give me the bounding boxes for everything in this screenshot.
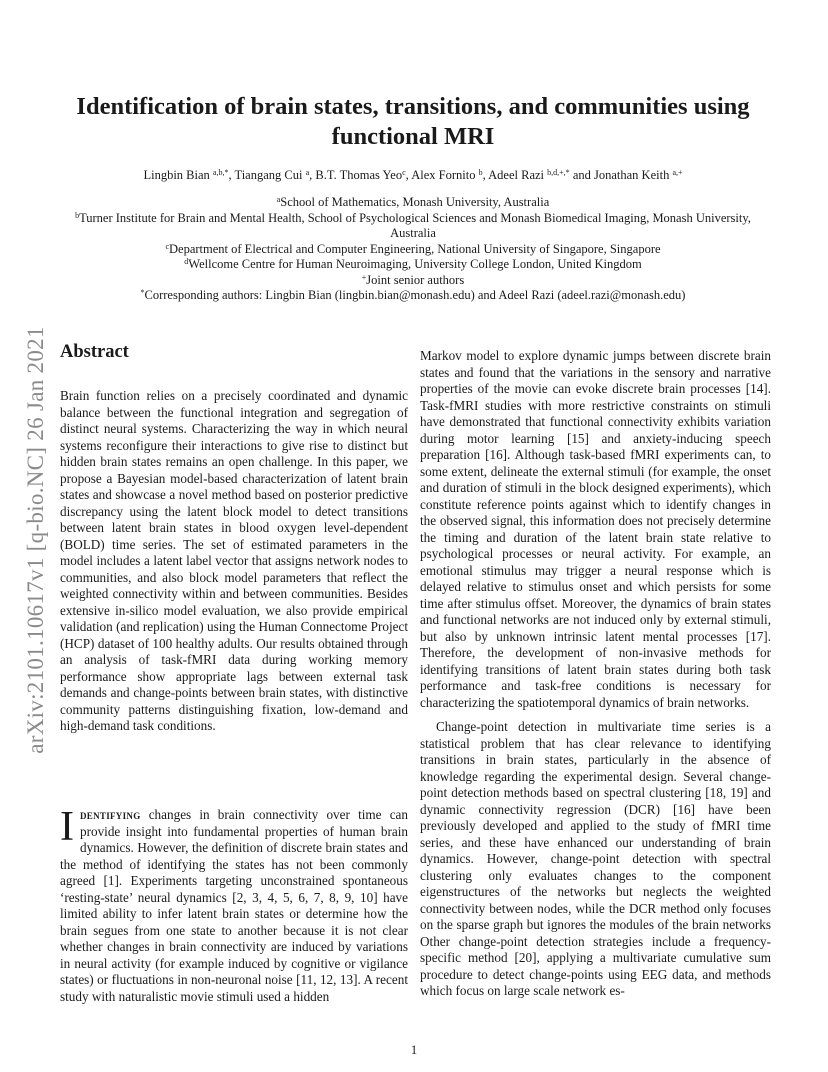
abstract-heading: Abstract: [60, 342, 129, 362]
affiliation: [60, 257, 766, 273]
affiliation: [60, 288, 766, 304]
affil-text: Corresponding authors: Lingbin Bian (lingbin.bian@monash.edu) and Adeel Razi (adeel.razi@monash.edu): [144, 288, 686, 302]
author-name: Jonathan Keith: [594, 168, 670, 182]
affil-mark: d: [184, 257, 189, 266]
author-line: Lingbin Bian $^{a,b,*}$, Tiangang Cui $^a$, B.T. Thomas Yeo$^c$, Alex Fornito $^b$, Adeel Razi $^{b,d,+,*}$ and Jonathan Keith $^{a,+}$: [143, 168, 683, 182]
affiliation: [60, 211, 766, 242]
affiliation: [60, 195, 766, 211]
page-number: 1: [410, 1043, 418, 1057]
affil-mark: +: [361, 272, 367, 282]
affiliation: [60, 242, 766, 258]
author-name: Alex Fornito: [411, 168, 476, 182]
arxiv-identifier-text: arXiv:2101.10617v1 [q-bio.NC] 26 Jan 2021: [23, 326, 49, 754]
affiliation: [60, 273, 766, 289]
affiliations: [60, 195, 766, 304]
affil-mark: c: [165, 241, 170, 251]
author-affil-mark: a,b,*: [212, 168, 229, 177]
affil-mark: b: [75, 210, 80, 220]
abstract-text: Brain function relies on a precisely coordinated and dynamic balance between the functional integration and segregation of distinct neural systems. Characterizing the way in which neural systems reconfigure their interactions to give rise to distinct but hidden brain states remains an open challenge. In this paper, we propose a Bayesian model-based characterization of latent brain states and showcase a novel method based on posterior predictive discrepancy using the latent block model to detect transitions between latent brain states in blood oxygen level-dependent (BOLD) time series. The set of estimated parameters in the model includes a latent label vector that assigns network nodes to communities, and also block model parameters that reflect the weighted connectivity within and between communities. Besides extensive in-silico model evaluation, we also provide empirical validation (and replication) using the Human Connectome Project (HCP) dataset of 100 healthy adults. Our results obtained through an analysis of task-fMRI data during working memory performance show appropriate lags between external task demands and change-points between brain states, with distinctive community patterns distinguishing fixation, low-demand and high-demand task conditions.: [60, 388, 408, 733]
author-affil-mark: a: [305, 168, 310, 177]
affil-mark: *: [140, 288, 145, 297]
right-paragraph-2: Change-point detection in multivariate time series is a statistical problem that has clear relevance to identifying transitions in brain states, particularly in the absence of knowledge regarding the experimental design. Several change-point detection methods based on spectral clustering [18, 19] and dynamic connectivity regression (DCR) [16] have been previously developed and applied to the study of fMRI time series, and these have enhanced our understanding of brain dynamics. However, change-point detection with spectral clustering only evaluates changes to the component eigenstructures of the networks but neglects the weighted connectivity between nodes, while the DCR method only focuses on the sparse graph but ignores the modules of the brain networks Other change-point detection strategies include a frequency-specific method [20], applying a multivariate cumulative sum procedure to detect change-points using EEG data, and methods which focus on large scale network es-: [420, 719, 771, 998]
author-affil-mark: a,+: [672, 168, 683, 177]
author-name: Lingbin Bian: [143, 168, 210, 182]
author-name: B.T. Thomas Yeo: [315, 168, 403, 182]
affil-text: Department of Electrical and Computer Engineering, National University of Singapore, Singapore: [169, 241, 661, 256]
abstract-body: [60, 388, 408, 735]
drop-cap: I: [60, 804, 74, 850]
intro-text: changes in brain connectivity over time can provide insight into fundamental properties of human brain dynamics. However, the definition of discrete brain states and the method of identifying the states has not been commonly agreed [1]. Experiments targeting unconstrained spontaneous ‘resting-state’ neural dynamics [2, 3, 4, 5, 6, 7, 8, 9, 10] have limited ability to infer latent brain states or determine how the brain segues from one state to another because it is not clear whether changes in brain connectivity are induced by variations in neural activity (for example induced by cognitive or vigilance states) or fluctuations in non-neuronal noise [11, 12, 13]. A recent study with naturalistic movie stimuli used a hidden: [60, 807, 408, 1004]
affil-text: Turner Institute for Brain and Mental Health, School of Psychological Sciences and Monash Biomedical Imaging, Monash University, Australia: [79, 210, 751, 240]
affil-text: School of Mathematics, Monash University, Australia: [280, 195, 550, 209]
author-affil-mark: b: [478, 168, 483, 177]
introduction-body: [60, 804, 408, 1005]
affil-mark: a: [276, 195, 281, 204]
affil-text: Wellcome Centre for Human Neuroimaging, University College London, United Kingdom: [188, 257, 642, 271]
right-column: [420, 348, 771, 1000]
intro-paragraph: [60, 804, 408, 1005]
author-affil-mark: c: [402, 168, 406, 177]
author-affil-mark: b,d,+,*: [547, 168, 570, 177]
author-name: Adeel Razi: [488, 168, 545, 182]
right-paragraph-1: Markov model to explore dynamic jumps between discrete brain states and found that the variations in the sensory and narrative properties of the movie can evoke discrete brain processes [14]. Task-fMRI studies with more restrictive constraints on stimuli have demonstrated that functional connectivity exhibits variation during motor learning [15] and anxiety-inducing speech preparation [16]. Although task-based fMRI experiments can, to some extent, delineate the external stimuli (for example, the onset and duration of stimuli in the block designed experiments), which constitute reference points against which to identify changes in the observed signal, this information does not precisely determine the timing and duration of the latent brain state relative to psychological processes or neural activity. For example, an emotional stimulus may trigger a neural response which is delayed relative to stimulus onset and which persists for some time after stimulus offset. Moreover, the dynamics of brain states and functional networks are not induced only by external stimuli, but also by unknown intrinsic latent mental processes [17]. Therefore, the development of non-invasive methods for identifying transitions of latent brain states during both task performance and task-free conditions is necessary for characterizing the spatiotemporal dynamics of brain networks.: [420, 348, 771, 710]
paper-title: Identification of brain states, transitions, and communities using functional MRI: [76, 93, 750, 150]
author-name: Tiangang Cui: [234, 168, 303, 182]
affil-text: Joint senior authors: [366, 272, 465, 287]
intro-lead-word: dentifying: [80, 807, 141, 822]
arxiv-identifier: [10, 280, 62, 800]
